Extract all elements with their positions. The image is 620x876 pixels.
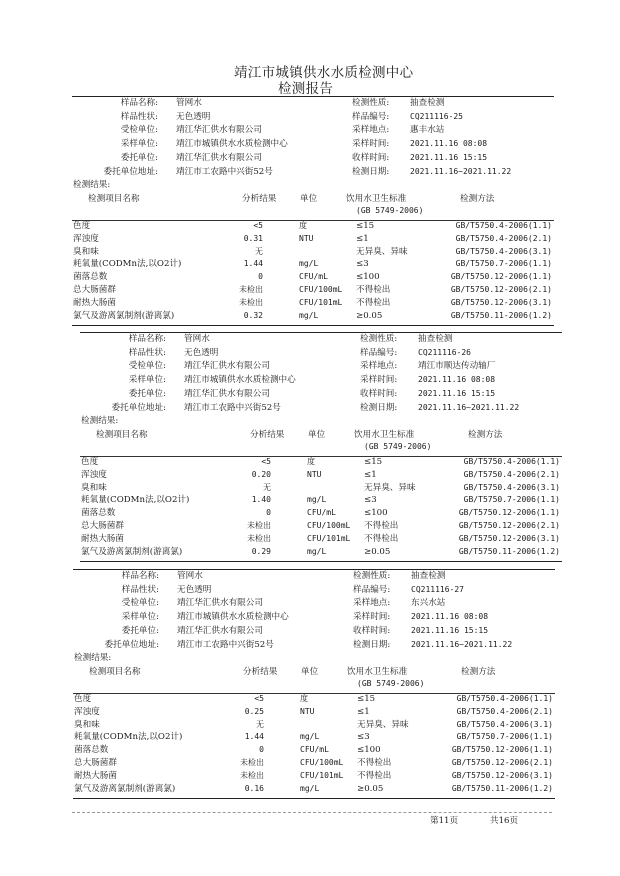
result-row-standard: 不得检出: [364, 520, 399, 531]
result-row-value: 0: [258, 272, 263, 282]
sample-name-value: 管网水: [184, 334, 210, 344]
result-row-unit: CFU/101mL: [299, 297, 343, 307]
entrusting-address-value: 靖江市工农路中兴街52号: [184, 402, 281, 413]
result-row-item: 菌落总数: [73, 272, 108, 283]
sampling-site-label: 采样地点:: [352, 125, 390, 136]
result-row-standard: 不得检出: [356, 284, 391, 295]
result-row-standard: ≤15: [356, 220, 375, 231]
sampling-time-label: 采样时间:: [353, 612, 391, 623]
sample-traits-label: 样品性状:: [128, 347, 166, 358]
result-row-unit: CFU/mL: [300, 745, 329, 755]
result-row-standard: 不得检出: [357, 757, 392, 768]
result-row-method: GB/T5750.12-2006(2.1): [451, 757, 553, 767]
col-standard-header: 饮用水卫生标准: [346, 193, 407, 204]
sampling-unit-label: 采样单位:: [121, 612, 159, 623]
result-row-standard: 不得检出: [357, 770, 392, 781]
result-row-method: GB/T5750.4-2006(2.1): [455, 233, 552, 243]
result-row-standard: ≤1: [356, 233, 369, 244]
inspected-unit-value: 靖江华汇供水有限公司: [176, 125, 262, 136]
sampling-time-value: 2021.11.16 08:08: [418, 375, 496, 385]
result-row-value: 0.16: [244, 783, 264, 793]
result-row-value: 0: [259, 745, 264, 755]
section-top-rule: [73, 569, 555, 570]
col-result-header: 分析结果: [242, 193, 277, 204]
col-method-header: 检测方法: [460, 193, 495, 204]
result-row-unit: CFU/101mL: [300, 770, 344, 780]
entrusting-unit-value: 靖江华汇供水有限公司: [184, 388, 270, 399]
result-row-standard: ≥0.05: [357, 783, 384, 794]
result-row-standard: 不得检出: [364, 533, 399, 544]
test-type-value: 抽查检测: [410, 98, 445, 108]
result-row-unit: CFU/100mL: [307, 520, 351, 530]
entrusting-address-label: 委托单位地址:: [104, 639, 159, 650]
sample-name-value: 管网水: [177, 571, 203, 581]
footer-rule: [72, 812, 552, 813]
test-type-value: 抽查检测: [418, 334, 453, 344]
result-row-standard: 不得检出: [356, 297, 391, 308]
sample-no-value: CQ211116-25: [410, 111, 463, 121]
result-row-unit: CFU/100mL: [300, 757, 344, 767]
result-row-method: GB/T5750.4-2006(3.1): [455, 246, 552, 256]
section-bottom-rule: [73, 798, 555, 799]
sample-name-label: 样品名称:: [121, 571, 159, 581]
inspected-unit-value: 靖江华汇供水有限公司: [177, 598, 263, 609]
result-row-item: 氯气及游离氯制剂(游离氯): [74, 783, 176, 794]
result-row-unit: mg/L: [300, 783, 320, 793]
col-method-header: 检测方法: [461, 666, 496, 677]
result-row-unit: CFU/100mL: [299, 284, 343, 294]
sampling-time-label: 采样时间:: [352, 139, 390, 150]
result-row-item: 耗氧量(CODMn法,以O2计): [73, 259, 182, 270]
result-row-value: 未检出: [239, 284, 263, 294]
result-row-method: GB/T5750.12-2006(2.1): [458, 520, 560, 530]
page-number: 第11页: [430, 816, 459, 826]
result-row-value: 未检出: [240, 770, 264, 780]
result-row-unit: 度: [299, 220, 307, 230]
sample-traits-label: 样品性状:: [120, 111, 158, 122]
result-row-standard: ≥0.05: [364, 546, 391, 557]
sample-traits-value: 无色透明: [176, 111, 211, 122]
result-row-standard: ≤1: [364, 469, 377, 480]
result-row-item: 总大肠菌群: [74, 757, 117, 768]
result-row-method: GB/T5750.4-2006(1.1): [456, 693, 553, 703]
result-row-method: GB/T5750.7-2006(1.1): [463, 495, 560, 505]
result-row-value: 0.20: [251, 469, 271, 479]
result-row-method: GB/T5750.7-2006(1.1): [455, 259, 552, 269]
entrusting-address-label: 委托单位地址:: [111, 402, 166, 413]
result-row-unit: mg/L: [299, 259, 319, 269]
result-row-standard: ≤3: [364, 495, 377, 506]
result-row-method: GB/T5750.12-2006(3.1): [451, 770, 553, 780]
test-date-value: 2021.11.16~2021.11.22: [411, 639, 513, 649]
receipt-time-value: 2021.11.16 15:15: [411, 625, 489, 635]
sampling-site-label: 采样地点:: [353, 598, 391, 609]
entrusting-address-value: 靖江市工农路中兴街52号: [176, 166, 273, 177]
result-row-value: 未检出: [247, 520, 271, 530]
result-row-value: <5: [261, 456, 271, 466]
result-row-unit: 度: [307, 456, 315, 466]
sampling-time-label: 采样时间:: [360, 375, 398, 386]
report-title: 靖江市城镇供水水质检测中心: [234, 65, 414, 81]
col-unit-header: 单位: [301, 666, 319, 677]
sampling-unit-value: 靖江市城镇供水水质检测中心: [177, 612, 289, 623]
result-row-method: GB/T5750.4-2006(3.1): [463, 482, 560, 492]
sample-traits-value: 无色透明: [177, 584, 212, 595]
sampling-time-value: 2021.11.16 08:08: [411, 612, 489, 622]
result-row-item: 氯气及游离氯制剂(游离氯): [81, 546, 183, 557]
sampling-site-value: 惠丰水站: [410, 125, 445, 136]
result-row-value: 未检出: [240, 757, 264, 767]
result-row-item: 耐热大肠菌: [73, 297, 116, 308]
result-row-value: <5: [253, 220, 263, 230]
sample-name-label: 样品名称:: [120, 98, 158, 108]
entrusting-unit-label: 委托单位:: [121, 625, 159, 636]
result-row-unit: CFU/101mL: [307, 533, 351, 543]
col-standard-header: 饮用水卫生标准: [354, 429, 415, 440]
col-result-header: 分析结果: [250, 429, 285, 440]
result-row-unit: CFU/mL: [307, 508, 336, 518]
inspected-unit-label: 受检单位:: [128, 361, 166, 372]
result-row-method: GB/T5750.12-2006(2.1): [450, 284, 552, 294]
sample-name-value: 管网水: [176, 98, 202, 108]
result-row-standard: 无异臭、异味: [356, 246, 408, 257]
result-row-value: 1.44: [244, 732, 264, 742]
result-row-method: GB/T5750.7-2006(1.1): [456, 732, 553, 742]
result-row-method: GB/T5750.11-2006(1.2): [458, 546, 560, 556]
result-row-item: 耐热大肠菌: [81, 533, 124, 544]
sample-no-value: CQ211116-27: [411, 584, 464, 594]
sample-traits-label: 样品性状:: [121, 584, 159, 595]
result-row-standard: 无异臭、异味: [364, 482, 416, 493]
section-bottom-rule: [80, 561, 562, 562]
result-row-value: 1.44: [243, 259, 263, 269]
result-row-standard: ≤100: [364, 508, 388, 519]
result-row-standard: ≤3: [357, 732, 370, 743]
col-unit-header: 单位: [308, 429, 326, 440]
receipt-time-label: 收样时间:: [353, 625, 391, 636]
result-row-item: 色度: [81, 456, 99, 467]
entrusting-unit-label: 委托单位:: [120, 152, 158, 163]
result-row-item: 耗氧量(CODMn法,以O2计): [81, 495, 190, 506]
sampling-site-value: 东兴水站: [411, 598, 446, 609]
result-row-unit: mg/L: [307, 495, 327, 505]
result-row-item: 耗氧量(CODMn法,以O2计): [74, 732, 183, 743]
result-row-value: 0.29: [251, 546, 271, 556]
result-row-method: GB/T5750.12-2006(1.1): [458, 508, 560, 518]
result-row-value: 0.31: [243, 233, 263, 243]
col-standard-ref: (GB 5749-2006): [364, 441, 432, 451]
test-date-label: 检测日期:: [353, 639, 391, 650]
sample-no-label: 样品编号:: [353, 584, 391, 595]
result-row-method: GB/T5750.11-2006(1.2): [450, 310, 552, 320]
entrusting-address-label: 委托单位地址:: [103, 166, 158, 177]
col-item-header: 检测项目名称: [89, 666, 141, 677]
result-row-unit: mg/L: [300, 732, 320, 742]
test-date-label: 检测日期:: [360, 402, 398, 413]
result-row-value: 未检出: [247, 533, 271, 543]
result-row-item: 臭和味: [73, 246, 99, 257]
result-row-item: 耐热大肠菌: [74, 770, 117, 781]
test-date-label: 检测日期:: [352, 166, 390, 177]
sample-no-label: 样品编号:: [360, 347, 398, 358]
result-row-standard: ≤100: [356, 272, 380, 283]
receipt-time-value: 2021.11.16 15:15: [410, 152, 488, 162]
result-row-value: 无: [255, 246, 263, 256]
col-item-header: 检测项目名称: [88, 193, 140, 204]
result-row-standard: ≤3: [356, 259, 369, 270]
inspected-unit-label: 受检单位:: [120, 125, 158, 136]
entrusting-unit-label: 委托单位:: [128, 388, 166, 399]
result-row-method: GB/T5750.11-2006(1.2): [451, 783, 553, 793]
result-row-unit: 度: [300, 693, 308, 703]
sampling-unit-label: 采样单位:: [120, 139, 158, 150]
results-label: 检测结果:: [81, 416, 119, 427]
result-row-unit: mg/L: [307, 546, 327, 556]
test-type-label: 检测性质:: [353, 571, 391, 581]
sampling-unit-value: 靖江市城镇供水水质检测中心: [176, 139, 288, 150]
result-row-item: 色度: [74, 693, 92, 704]
result-row-standard: ≤1: [357, 706, 370, 717]
entrusting-unit-value: 靖江华汇供水有限公司: [177, 625, 263, 636]
col-standard-ref: (GB 5749-2006): [357, 678, 425, 688]
result-row-standard: ≤100: [357, 745, 381, 756]
result-row-method: GB/T5750.4-2006(1.1): [455, 220, 552, 230]
result-row-unit: mg/L: [299, 310, 319, 320]
result-row-item: 氯气及游离氯制剂(游离氯): [73, 310, 175, 321]
test-date-value: 2021.11.16~2021.11.22: [410, 166, 512, 176]
result-row-method: GB/T5750.4-2006(2.1): [456, 706, 553, 716]
result-row-standard: ≤15: [357, 693, 376, 704]
result-row-item: 浑浊度: [73, 233, 99, 244]
result-row-item: 色度: [73, 220, 91, 231]
col-method-header: 检测方法: [468, 429, 503, 440]
section-top-rule: [72, 96, 554, 97]
result-row-method: GB/T5750.4-2006(2.1): [463, 469, 560, 479]
test-type-label: 检测性质:: [360, 334, 398, 344]
result-row-item: 浑浊度: [74, 706, 100, 717]
result-row-standard: ≤15: [364, 456, 383, 467]
sampling-site-label: 采样地点:: [360, 361, 398, 372]
result-row-standard: 无异臭、异味: [357, 719, 409, 730]
test-type-value: 抽查检测: [411, 571, 446, 581]
result-row-unit: NTU: [300, 706, 315, 716]
col-standard-ref: (GB 5749-2006): [356, 205, 424, 215]
entrusting-unit-value: 靖江华汇供水有限公司: [176, 152, 262, 163]
result-row-item: 臭和味: [81, 482, 107, 493]
results-label: 检测结果:: [74, 653, 112, 664]
sampling-time-value: 2021.11.16 08:08: [410, 139, 488, 149]
test-date-value: 2021.11.16~2021.11.22: [418, 402, 520, 412]
result-row-item: 浑浊度: [81, 469, 107, 480]
page-total: 共16页: [490, 816, 519, 826]
result-row-value: <5: [254, 693, 264, 703]
col-result-header: 分析结果: [243, 666, 278, 677]
sampling-unit-label: 采样单位:: [128, 375, 166, 386]
result-row-value: 无: [263, 482, 271, 492]
sample-name-label: 样品名称:: [128, 334, 166, 344]
result-row-method: GB/T5750.12-2006(1.1): [451, 745, 553, 755]
section-bottom-rule: [72, 325, 554, 326]
col-item-header: 检测项目名称: [96, 429, 148, 440]
receipt-time-label: 收样时间:: [352, 152, 390, 163]
result-row-value: 0: [266, 508, 271, 518]
col-standard-header: 饮用水卫生标准: [347, 666, 408, 677]
result-row-unit: NTU: [299, 233, 314, 243]
sample-no-value: CQ211116-26: [418, 347, 471, 357]
result-row-item: 总大肠菌群: [81, 520, 124, 531]
result-row-method: GB/T5750.4-2006(1.1): [463, 456, 560, 466]
test-type-label: 检测性质:: [352, 98, 390, 108]
result-row-item: 臭和味: [74, 719, 100, 730]
result-row-unit: CFU/mL: [299, 272, 328, 282]
receipt-time-value: 2021.11.16 15:15: [418, 388, 496, 398]
sampling-unit-value: 靖江市城镇供水水质检测中心: [184, 375, 296, 386]
inspected-unit-label: 受检单位:: [121, 598, 159, 609]
result-row-item: 菌落总数: [74, 745, 109, 756]
result-row-value: 0.25: [244, 706, 264, 716]
result-row-value: 无: [256, 719, 264, 729]
entrusting-address-value: 靖江市工农路中兴街52号: [177, 639, 274, 650]
result-row-value: 0.32: [243, 310, 263, 320]
col-unit-header: 单位: [300, 193, 318, 204]
results-label: 检测结果:: [73, 180, 111, 191]
result-row-method: GB/T5750.12-2006(3.1): [450, 297, 552, 307]
result-row-method: GB/T5750.12-2006(3.1): [458, 533, 560, 543]
result-row-item: 菌落总数: [81, 508, 116, 519]
result-row-value: 1.40: [251, 495, 271, 505]
result-row-item: 总大肠菌群: [73, 284, 116, 295]
result-row-method: GB/T5750.12-2006(1.1): [450, 272, 552, 282]
sampling-site-value: 靖江市顺达传动轴厂: [418, 361, 496, 372]
receipt-time-label: 收样时间:: [360, 388, 398, 399]
result-row-standard: ≥0.05: [356, 310, 383, 321]
sample-no-label: 样品编号:: [352, 111, 390, 122]
inspected-unit-value: 靖江华汇供水有限公司: [184, 361, 270, 372]
sample-traits-value: 无色透明: [184, 347, 219, 358]
result-row-value: 未检出: [239, 297, 263, 307]
result-row-unit: NTU: [307, 469, 322, 479]
report-subtitle: 检测报告: [278, 81, 334, 97]
result-row-method: GB/T5750.4-2006(3.1): [456, 719, 553, 729]
section-top-rule: [80, 332, 562, 333]
